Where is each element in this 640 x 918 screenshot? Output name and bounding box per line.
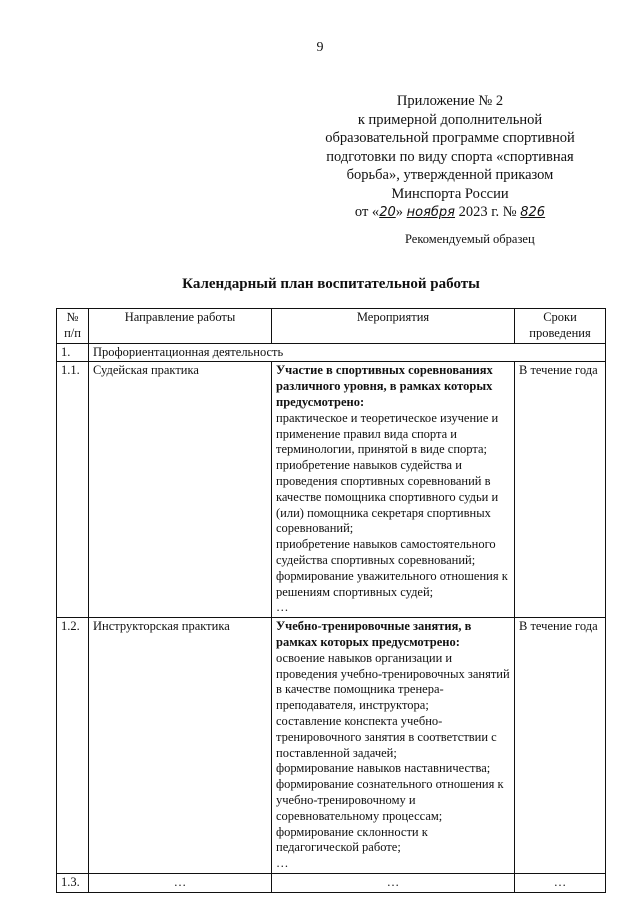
table-row [57, 618, 606, 874]
appendix-line-6: Минспорта России [391, 185, 509, 202]
row-num: 1.2. [57, 618, 89, 874]
events-item: формирование навыков наставничества; [276, 761, 491, 776]
handwritten-order-number: 826 [520, 205, 546, 220]
events-item: формирование склонности к педагогической работе; [276, 824, 428, 855]
section-row [57, 343, 606, 362]
appendix-block [300, 92, 600, 223]
row-terms: В течение года [515, 618, 606, 874]
row-direction: … [89, 873, 272, 892]
handwritten-day: 20 [379, 205, 396, 220]
row-direction: Судейская практика [89, 362, 272, 618]
table-row [57, 873, 606, 892]
events-title: Учебно-тренировочные занятия, в рамках которых предусмотрено: [276, 619, 472, 649]
header-direction: Направление работы [89, 309, 272, 344]
header-num: № п/п [57, 309, 89, 344]
recommended-sample-note: Рекомендуемый образец [405, 232, 535, 246]
events-item: формирование сознательного отношения к учебно-тренировочному и соревновательному процессам; [276, 777, 504, 823]
section-num: 1. [57, 343, 89, 362]
appendix-line-4: подготовки по виду спорта «спортивная [326, 148, 574, 165]
events-item: освоение навыков организации и проведения учебно-тренировочных занятий в качестве помощника тренера-преподавателя, инструктора; [276, 650, 510, 713]
row-num: 1.1. [57, 362, 89, 618]
appendix-line-5: борьба», утвержденной приказом [346, 167, 554, 183]
plan-table [56, 308, 606, 893]
events-item: практическое и теоретическое изучение и применение правил вида спорта и терминологии, принятой в виде спорта; [276, 410, 499, 457]
row-events [272, 618, 515, 874]
events-item: … [276, 600, 289, 615]
table-header-row [57, 309, 606, 344]
appendix-line-2: к примерной дополнительной [357, 111, 543, 128]
document-title: Календарный план воспитательной работы [182, 276, 480, 292]
section-title: Профориентационная деятельность [89, 343, 606, 362]
events-title: Участие в спортивных соревнованиях различного уровня, в рамках которых предусмотрено: [276, 363, 493, 409]
date-mid: » [395, 204, 407, 220]
events-item: приобретение навыков самостоятельного судейства спортивных соревнований; [276, 537, 496, 567]
row-terms: … [515, 873, 606, 892]
appendix-date-line [300, 203, 600, 223]
header-terms: Сроки проведения [515, 309, 606, 344]
row-direction: Инструкторская практика [89, 618, 272, 874]
appendix-line-1: Приложение № 2 [396, 93, 504, 109]
row-num: 1.3. [57, 873, 89, 892]
header-events: Мероприятия [272, 309, 515, 344]
appendix-line-3: образовательной программе спортивной [325, 130, 575, 146]
table-row [57, 362, 606, 618]
date-prefix: от « [354, 204, 380, 220]
events-item: … [276, 856, 289, 871]
date-year: 2023 г. № [454, 204, 521, 220]
events-item: приобретение навыков судейства и проведения спортивных соревнований в качестве помощника спортивного судьи и (или) помощника секретаря спортивных соревнований; [276, 458, 499, 536]
events-item: формирование уважительного отношения к решениям спортивных судей; [276, 568, 508, 599]
row-events [272, 362, 515, 618]
handwritten-month: ноября [406, 205, 455, 220]
page-number: 9 [316, 40, 324, 55]
row-events: … [272, 873, 515, 892]
row-terms: В течение года [515, 362, 606, 618]
events-item: составление конспекта учебно-тренировочного занятия в соответствии с поставленной задачей; [276, 713, 497, 760]
